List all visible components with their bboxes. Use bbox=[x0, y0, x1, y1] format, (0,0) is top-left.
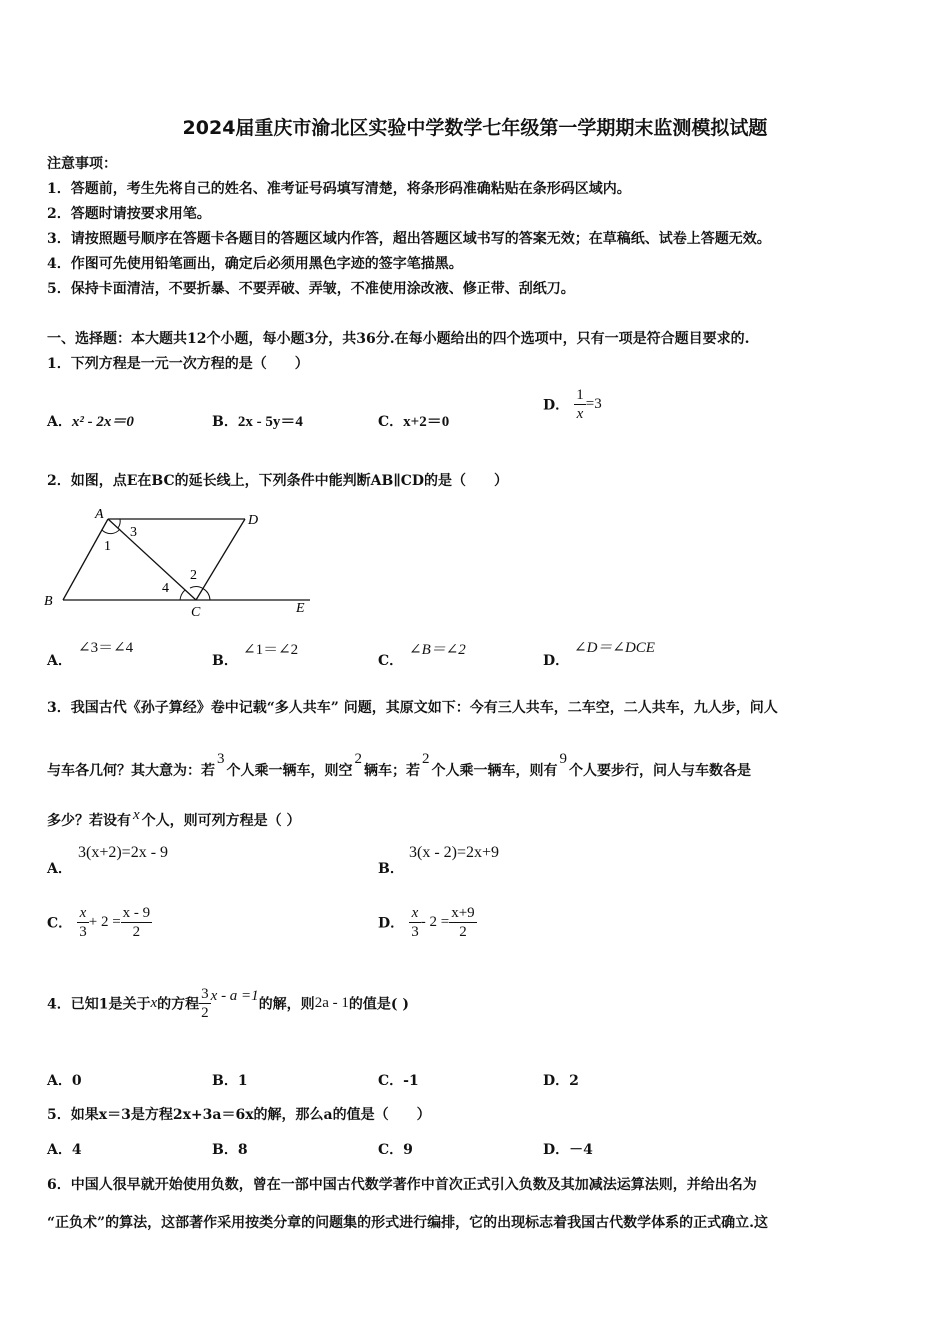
label-c: C bbox=[191, 605, 201, 620]
q3-d-mid: - 2 = bbox=[420, 914, 450, 930]
q3-var-x: x bbox=[133, 807, 140, 823]
q2-option-a bbox=[47, 650, 72, 670]
q1-c-label: C． bbox=[378, 414, 404, 430]
q1-b-label: B． bbox=[212, 414, 238, 430]
q1-b-text: 2x - 5y＝4 bbox=[237, 414, 303, 430]
q4-eq-den: 2 bbox=[201, 1005, 209, 1021]
q3-line-3-a: 多少？若设有 bbox=[47, 813, 131, 829]
q1-stem: 1．下列方程是一元一次方程的是（ ） bbox=[47, 356, 309, 372]
q3-option-c bbox=[47, 904, 152, 941]
q1-option-d bbox=[543, 386, 602, 423]
q5-option-c: C．9 bbox=[378, 1142, 413, 1158]
q3-line-2-d: 个人乘一辆车，则有 bbox=[431, 763, 558, 779]
label-a: A bbox=[95, 507, 104, 522]
q1-d-den: x bbox=[576, 406, 584, 422]
q3-num-2b: 2 bbox=[422, 751, 430, 767]
q1-c-text: x+2＝0 bbox=[403, 414, 450, 430]
q3-c-label: C． bbox=[47, 915, 73, 932]
notice-item-1: 1．答题前，考生先将自己的姓名、准考证号码填写清楚，将条形码准确粘贴在条形码区域内。 bbox=[47, 181, 631, 197]
label-angle-3: 3 bbox=[130, 525, 137, 540]
line-cd bbox=[196, 519, 245, 600]
q1-d-label: D． bbox=[543, 397, 570, 414]
q3-d-frac-1 bbox=[409, 904, 421, 941]
notice-item-4: 4．作图可先使用铅笔画出，确定后必须用黑色字迹的签字笔描黑。 bbox=[47, 256, 463, 272]
q4-stem-d: 的值是( ) bbox=[348, 996, 409, 1013]
q2-b-text: ∠1＝∠2 bbox=[243, 642, 299, 658]
q3-option-a bbox=[47, 858, 72, 878]
q4-var: x bbox=[150, 995, 158, 1011]
q5-option-d: D．－4 bbox=[543, 1142, 593, 1158]
q2-d-text: ∠D＝∠DCE bbox=[574, 640, 655, 656]
q3-c-d1: 3 bbox=[79, 924, 87, 940]
q4-option-b: B．1 bbox=[212, 1073, 248, 1089]
q3-d-frac-2 bbox=[449, 904, 476, 941]
q4-stem-a: 4．已知1是关于 bbox=[47, 996, 151, 1013]
q4-stem bbox=[47, 985, 409, 1022]
q2-option-d bbox=[543, 650, 569, 670]
label-angle-1: 1 bbox=[104, 539, 111, 554]
q3-b-text: 3(x - 2)=2x+9 bbox=[409, 844, 500, 861]
q3-a-label: A． bbox=[47, 861, 72, 877]
q1-a-text: x² - 2x＝0 bbox=[71, 414, 134, 430]
q3-c-n1: x bbox=[77, 904, 89, 923]
q4-eq-rest: x - a =1 bbox=[210, 988, 259, 1004]
q1-d-rest: =3 bbox=[585, 396, 602, 412]
q3-c-frac-2 bbox=[121, 904, 153, 941]
q2-d-label: D． bbox=[543, 653, 570, 669]
q3-line-2-b: 个人乘一辆车，则空 bbox=[226, 763, 353, 779]
q3-line-3-b: 个人，则可列方程是（ ） bbox=[141, 813, 301, 829]
angle-4-arc bbox=[180, 590, 185, 600]
q2-figure bbox=[40, 502, 320, 622]
q3-c-n2: x - 9 bbox=[122, 905, 151, 921]
q1-option-c bbox=[378, 410, 449, 431]
q5-option-a: A．4 bbox=[47, 1142, 82, 1158]
q3-c-d2: 2 bbox=[132, 924, 141, 940]
page-title: 2024届重庆市渝北区实验中学数学七年级第一学期期末监测模拟试题 bbox=[182, 117, 768, 139]
q3-d-d1: 3 bbox=[411, 924, 419, 940]
q2-c-label: C． bbox=[378, 653, 404, 669]
q4-expr: 2a - 1 bbox=[314, 995, 349, 1011]
q6-line-1: 6．中国人很早就开始使用负数，曾在一部中国古代数学著作中首次正式引入负数及其加减法运算法则，并给出名为 bbox=[47, 1177, 757, 1193]
q3-c-mid: + 2 = bbox=[88, 914, 121, 930]
q3-d-n1: x bbox=[409, 904, 421, 923]
q2-a-label: A． bbox=[47, 653, 72, 669]
q5-stem: 5．如果x＝3是方程2x+3a＝6x的解，那么a的值是（ ） bbox=[47, 1107, 431, 1123]
q4-option-a: A．0 bbox=[47, 1073, 82, 1089]
notice-item-3: 3．请按照题号顺序在答题卡各题目的答题区域内作答，超出答题区域书写的答案无效；在草稿纸、试卷上答题无效。 bbox=[47, 231, 771, 247]
q6-line-2: “正负术”的算法，这部著作采用按类分章的问题集的形式进行编排，它的出现标志着我国古代数学体系的正式确立.这 bbox=[47, 1215, 768, 1231]
label-angle-2: 2 bbox=[190, 568, 197, 583]
line-ac bbox=[108, 519, 196, 600]
q3-d-d2: 2 bbox=[459, 924, 467, 940]
q2-c-text: ∠B＝∠2 bbox=[409, 642, 466, 658]
label-d: D bbox=[248, 513, 259, 528]
q4-option-d: D．2 bbox=[543, 1073, 579, 1089]
q3-option-b bbox=[378, 858, 404, 878]
label-e: E bbox=[296, 601, 305, 616]
q3-line-2 bbox=[47, 751, 751, 780]
q3-line-2-a: 与车各几何？其大意为：若 bbox=[47, 763, 215, 779]
q3-d-n2: x+9 bbox=[451, 905, 475, 921]
label-b: B bbox=[44, 594, 53, 609]
q4-stem-c: 的解，则 bbox=[258, 996, 315, 1013]
q2-option-c bbox=[378, 650, 403, 670]
q4-eq-frac bbox=[199, 985, 211, 1022]
q3-num-2a: 2 bbox=[354, 751, 362, 767]
q2-b-label: B． bbox=[212, 653, 238, 669]
q3-num-9: 9 bbox=[559, 751, 567, 767]
section-heading: 一、选择题：本大题共12个小题，每小题3分，共36分.在每小题给出的四个选项中，只有一项是符合题目要求的. bbox=[47, 331, 750, 347]
q5-option-b: B．8 bbox=[212, 1142, 248, 1158]
q3-line-2-e: 个人要步行，问人与车数各是 bbox=[569, 763, 751, 779]
q1-option-a bbox=[47, 410, 134, 431]
q3-b-label: B． bbox=[378, 861, 404, 877]
q1-option-b bbox=[212, 410, 303, 431]
q3-num-3: 3 bbox=[217, 751, 225, 767]
line-ab bbox=[63, 519, 108, 600]
q2-stem: 2．如图，点E在BC的延长线上，下列条件中能判断AB∥CD的是（ ） bbox=[47, 473, 509, 489]
notice-item-5: 5．保持卡面清洁，不要折暴、不要弄破、弄皱，不准使用涂改液、修正带、刮纸刀。 bbox=[47, 281, 575, 297]
q3-a-text: 3(x+2)=2x - 9 bbox=[78, 844, 169, 861]
q3-line-2-c: 辆车；若 bbox=[364, 763, 420, 779]
q3-d-label: D． bbox=[378, 915, 405, 932]
q2-a-text: ∠3＝∠4 bbox=[78, 640, 134, 656]
q3-c-frac-1 bbox=[77, 904, 89, 941]
q3-option-d bbox=[378, 904, 477, 941]
label-angle-4: 4 bbox=[162, 581, 169, 596]
q3-line-3 bbox=[47, 807, 301, 830]
q4-eq-num: 3 bbox=[201, 986, 209, 1002]
angle-1-arc bbox=[102, 529, 120, 534]
q4-option-c: C．-1 bbox=[378, 1073, 419, 1089]
angle-3-arc bbox=[118, 519, 120, 528]
q1-a-label: A． bbox=[47, 414, 72, 430]
q1-d-num: 1 bbox=[576, 387, 584, 403]
q4-stem-b: 的方程 bbox=[157, 996, 200, 1013]
notice-heading: 注意事项： bbox=[47, 156, 117, 172]
q2-option-b bbox=[212, 650, 238, 670]
notice-item-2: 2．答题时请按要求用笔。 bbox=[47, 206, 211, 222]
q3-line-1: 3．我国古代《孙子算经》卷中记载“多人共车” 问题，其原文如下：今有三人共车，二车空，二人共车，九人步，问人 bbox=[47, 700, 778, 716]
q1-d-fraction bbox=[574, 386, 586, 423]
